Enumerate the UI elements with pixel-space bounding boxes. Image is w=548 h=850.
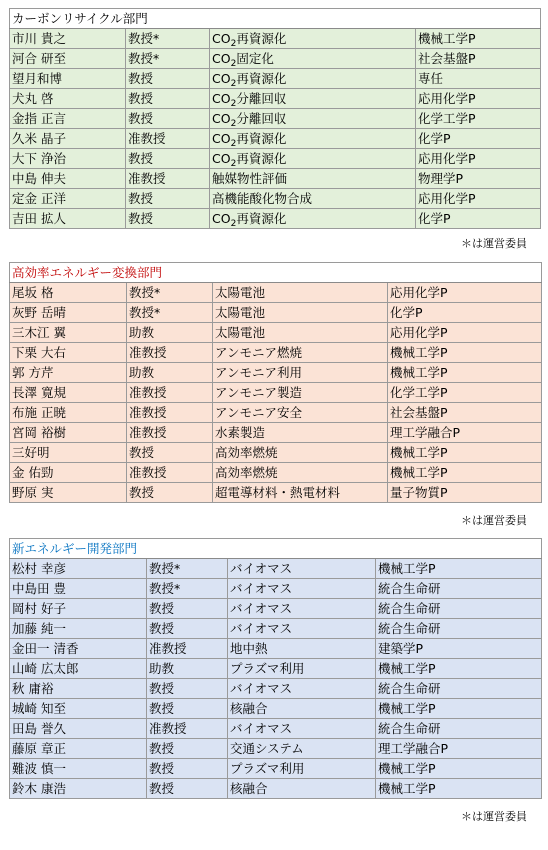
program-affiliation: 応用化学P — [416, 89, 541, 109]
research-topic: バイオマス — [228, 619, 376, 639]
section-title: 高効率エネルギー変換部門 — [10, 263, 542, 283]
member-row — [10, 599, 542, 619]
member-name: 三好明 — [10, 443, 127, 463]
program-affiliation: 化学P — [416, 129, 541, 149]
member-name: 尾坂 格 — [10, 283, 127, 303]
member-name: 三木江 翼 — [10, 323, 127, 343]
member-name: 吉田 拡人 — [10, 209, 126, 229]
member-row — [10, 403, 542, 423]
program-affiliation: 機械工学P — [376, 559, 542, 579]
steering-committee-note: ＊は運営委員 — [461, 810, 527, 823]
program-affiliation: 化学P — [416, 209, 541, 229]
member-row — [10, 363, 542, 383]
member-name: 犬丸 啓 — [10, 89, 126, 109]
member-position: 教授 — [147, 759, 228, 779]
research-topic: 核融合 — [228, 779, 376, 799]
research-topic: バイオマス — [228, 679, 376, 699]
program-affiliation: 化学工学P — [388, 383, 542, 403]
member-row — [10, 483, 542, 503]
member-position: 助教 — [127, 323, 213, 343]
member-row — [10, 209, 541, 229]
program-affiliation: 機械工学P — [376, 779, 542, 799]
program-affiliation: 機械工学P — [376, 759, 542, 779]
steering-committee-note: ＊は運営委員 — [461, 514, 527, 527]
member-row — [10, 739, 542, 759]
research-topic: アンモニア利用 — [213, 363, 388, 383]
program-affiliation: 理工学融合P — [388, 423, 542, 443]
program-affiliation: 化学工学P — [416, 109, 541, 129]
member-name: 宮岡 裕樹 — [10, 423, 127, 443]
research-topic: 高機能酸化物合成 — [210, 189, 416, 209]
member-row — [10, 579, 542, 599]
member-name: 金田一 清香 — [10, 639, 147, 659]
section-carbon-recycling-table — [9, 8, 541, 229]
member-row — [10, 109, 541, 129]
member-position: 教授* — [127, 283, 213, 303]
member-position: 教授 — [127, 443, 213, 463]
member-position: 准教授 — [127, 423, 213, 443]
research-topic: 地中熱 — [228, 639, 376, 659]
member-row — [10, 149, 541, 169]
research-topic: バイオマス — [228, 579, 376, 599]
program-affiliation: 理工学融合P — [376, 739, 542, 759]
member-row — [10, 169, 541, 189]
member-position: 教授 — [147, 739, 228, 759]
section-title: カーボンリサイクル部門 — [10, 9, 541, 29]
member-row — [10, 189, 541, 209]
member-position: 准教授 — [127, 343, 213, 363]
member-name: 定金 正洋 — [10, 189, 126, 209]
member-name: 加藤 純一 — [10, 619, 147, 639]
program-affiliation: 建築学P — [376, 639, 542, 659]
member-row — [10, 383, 542, 403]
program-affiliation: 物理学P — [416, 169, 541, 189]
program-affiliation: 機械工学P — [388, 363, 542, 383]
member-name: 望月和博 — [10, 69, 126, 89]
member-name: 中島田 豊 — [10, 579, 147, 599]
member-row — [10, 89, 541, 109]
member-position: 准教授 — [126, 129, 210, 149]
research-topic: アンモニア製造 — [213, 383, 388, 403]
member-position: 助教 — [127, 363, 213, 383]
member-name: 山崎 広太郎 — [10, 659, 147, 679]
member-name: 布施 正暁 — [10, 403, 127, 423]
program-affiliation: 統合生命研 — [376, 679, 542, 699]
section-high-efficiency-energy-conversion-table — [9, 262, 542, 503]
member-position: 准教授 — [127, 463, 213, 483]
research-topic: 触媒物性評価 — [210, 169, 416, 189]
research-topic: $CO_2$再資源化 — [210, 149, 416, 169]
program-affiliation: 化学P — [388, 303, 542, 323]
program-affiliation: 機械工学P — [376, 699, 542, 719]
member-name: 長澤 寛規 — [10, 383, 127, 403]
research-topic: 太陽電池 — [213, 303, 388, 323]
member-position: 教授 — [147, 619, 228, 639]
program-affiliation: 応用化学P — [388, 283, 542, 303]
steering-committee-note: ＊は運営委員 — [461, 237, 527, 250]
member-position: 教授* — [147, 559, 228, 579]
member-name: 久米 晶子 — [10, 129, 126, 149]
program-affiliation: 応用化学P — [388, 323, 542, 343]
member-row — [10, 303, 542, 323]
program-affiliation: 専任 — [416, 69, 541, 89]
research-topic: $CO_2$再資源化 — [210, 69, 416, 89]
research-topic: $CO_2$固定化 — [210, 49, 416, 69]
research-topic: 太陽電池 — [213, 323, 388, 343]
member-position: 教授 — [126, 209, 210, 229]
member-row — [10, 343, 542, 363]
research-topic: $CO_2$分離回収 — [210, 89, 416, 109]
research-topic: 太陽電池 — [213, 283, 388, 303]
member-name: 灰野 岳晴 — [10, 303, 127, 323]
member-position: 教授 — [147, 599, 228, 619]
research-topic: プラズマ利用 — [228, 659, 376, 679]
member-position: 教授 — [127, 483, 213, 503]
member-name: 河合 研至 — [10, 49, 126, 69]
member-position: 教授* — [147, 579, 228, 599]
research-topic: 核融合 — [228, 699, 376, 719]
program-affiliation: 統合生命研 — [376, 719, 542, 739]
member-row — [10, 463, 542, 483]
member-position: 教授* — [126, 29, 210, 49]
member-row — [10, 423, 542, 443]
member-row — [10, 443, 542, 463]
member-row — [10, 639, 542, 659]
member-name: 市川 貴之 — [10, 29, 126, 49]
research-topic: アンモニア燃焼 — [213, 343, 388, 363]
member-name: 郭 方芹 — [10, 363, 127, 383]
member-position: 准教授 — [126, 169, 210, 189]
member-row — [10, 619, 542, 639]
research-topic: プラズマ利用 — [228, 759, 376, 779]
research-topic: 水素製造 — [213, 423, 388, 443]
member-position: 教授 — [147, 779, 228, 799]
member-name: 難波 慎一 — [10, 759, 147, 779]
research-topic: $CO_2$再資源化 — [210, 209, 416, 229]
member-row — [10, 679, 542, 699]
member-name: 下栗 大右 — [10, 343, 127, 363]
research-topic: $CO_2$再資源化 — [210, 29, 416, 49]
member-row — [10, 283, 542, 303]
program-affiliation: 応用化学P — [416, 149, 541, 169]
member-name: 金指 正言 — [10, 109, 126, 129]
member-row — [10, 659, 542, 679]
research-topic: 超電導材料・熱電材料 — [213, 483, 388, 503]
member-name: 城崎 知至 — [10, 699, 147, 719]
program-affiliation: 社会基盤P — [388, 403, 542, 423]
member-name: 野原 実 — [10, 483, 127, 503]
program-affiliation: 機械工学P — [416, 29, 541, 49]
member-position: 助教 — [147, 659, 228, 679]
research-topic: $CO_2$再資源化 — [210, 129, 416, 149]
program-affiliation: 量子物質P — [388, 483, 542, 503]
research-topic: 交通システム — [228, 739, 376, 759]
member-position: 准教授 — [127, 383, 213, 403]
member-position: 教授 — [126, 89, 210, 109]
section-title: 新エネルギー開発部門 — [10, 539, 542, 559]
program-affiliation: 統合生命研 — [376, 599, 542, 619]
program-affiliation: 社会基盤P — [416, 49, 541, 69]
member-name: 鈴木 康浩 — [10, 779, 147, 799]
member-position: 教授* — [127, 303, 213, 323]
member-row — [10, 759, 542, 779]
program-affiliation: 機械工学P — [388, 463, 542, 483]
member-name: 中島 伸夫 — [10, 169, 126, 189]
member-position: 准教授 — [127, 403, 213, 423]
member-name: 田島 誉久 — [10, 719, 147, 739]
member-position: 教授 — [126, 109, 210, 129]
member-position: 准教授 — [147, 639, 228, 659]
member-row — [10, 69, 541, 89]
program-affiliation: 機械工学P — [376, 659, 542, 679]
research-topic: バイオマス — [228, 559, 376, 579]
member-position: 教授 — [126, 189, 210, 209]
section-new-energy-development-table — [9, 538, 542, 799]
member-rows — [10, 559, 542, 799]
program-affiliation: 統合生命研 — [376, 579, 542, 599]
research-topic: バイオマス — [228, 599, 376, 619]
member-rows — [10, 29, 541, 229]
member-name: 金 佑勁 — [10, 463, 127, 483]
member-name: 大下 浄治 — [10, 149, 126, 169]
member-row — [10, 779, 542, 799]
program-affiliation: 機械工学P — [388, 343, 542, 363]
member-position: 教授 — [147, 679, 228, 699]
program-affiliation: 統合生命研 — [376, 619, 542, 639]
member-row — [10, 129, 541, 149]
research-topic: $CO_2$分離回収 — [210, 109, 416, 129]
program-affiliation: 応用化学P — [416, 189, 541, 209]
member-row — [10, 719, 542, 739]
member-row — [10, 29, 541, 49]
member-rows — [10, 283, 542, 503]
member-position: 教授 — [126, 69, 210, 89]
research-topic: 高効率燃焼 — [213, 463, 388, 483]
program-affiliation: 機械工学P — [388, 443, 542, 463]
member-row — [10, 323, 542, 343]
member-name: 藤原 章正 — [10, 739, 147, 759]
research-topic: 高効率燃焼 — [213, 443, 388, 463]
member-name: 岡村 好子 — [10, 599, 147, 619]
member-position: 教授* — [126, 49, 210, 69]
member-position: 教授 — [126, 149, 210, 169]
member-name: 松村 幸彦 — [10, 559, 147, 579]
member-position: 教授 — [147, 699, 228, 719]
research-topic: アンモニア安全 — [213, 403, 388, 423]
research-topic: バイオマス — [228, 719, 376, 739]
member-row — [10, 49, 541, 69]
member-name: 秋 庸裕 — [10, 679, 147, 699]
member-row — [10, 559, 542, 579]
member-position: 准教授 — [147, 719, 228, 739]
member-row — [10, 699, 542, 719]
